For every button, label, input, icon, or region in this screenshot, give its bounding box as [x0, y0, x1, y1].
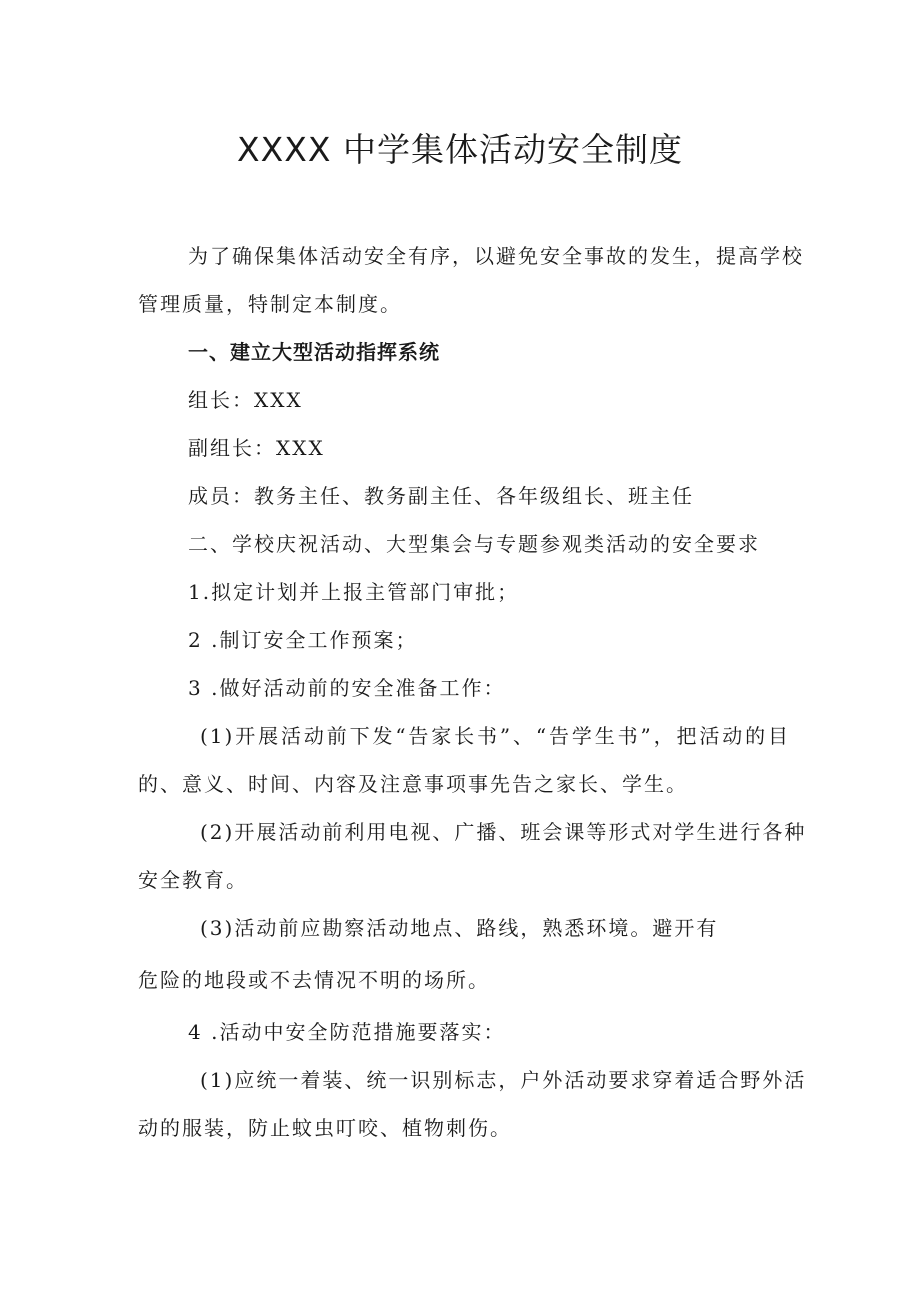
- section-2-heading: 二、学校庆祝活动、大型集会与专题参观类活动的安全要求: [188, 532, 760, 556]
- sub-item-3-1-line-2: 的、意义、时间、内容及注意事项事先告之家长、学生。: [138, 772, 688, 796]
- sub-item-3-1-line-1: (1)开展活动前下发“告家长书”、“告学生书”，把活动的目: [200, 724, 790, 748]
- section-1-heading: 一、建立大型活动指挥系统: [188, 340, 440, 364]
- document-title: XXXX 中学集体活动安全制度: [237, 130, 683, 169]
- sub-item-3-3-line-1: (3)活动前应勘察活动地点、路线，熟悉环境。避开有: [200, 916, 719, 940]
- list-item-2: 2 .制订安全工作预案；: [188, 628, 418, 652]
- sub-item-3-2-line-1: (2)开展活动前利用电视、广播、班会课等形式对学生进行各种: [200, 820, 807, 844]
- list-item-1: 1.拟定计划并上报主管部门审批；: [188, 580, 520, 604]
- sub-item-3-3-line-2: 危险的地段或不去情况不明的场所。: [138, 968, 490, 992]
- sub-item-4-1-line-2: 动的服装，防止蚊虫叮咬、植物刺伤。: [138, 1116, 512, 1140]
- sub-item-3-2-line-2: 安全教育。: [138, 868, 248, 892]
- sub-item-4-1-line-1: (1)应统一着装、统一识别标志，户外活动要求穿着适合野外活: [200, 1068, 807, 1092]
- list-item-4: 4 .活动中安全防范措施要落实：: [188, 1020, 506, 1044]
- deputy-group-leader: 副组长：XXX: [188, 436, 325, 460]
- intro-line-2: 管理质量，特制定本制度。: [138, 292, 402, 316]
- intro-line-1: 为了确保集体活动安全有序，以避免安全事故的发生，提高学校: [188, 244, 804, 268]
- group-members: 成员：教务主任、教务副主任、各年级组长、班主任: [188, 484, 694, 508]
- list-item-3: 3 .做好活动前的安全准备工作：: [188, 676, 506, 700]
- group-leader: 组长：XXX: [188, 388, 303, 412]
